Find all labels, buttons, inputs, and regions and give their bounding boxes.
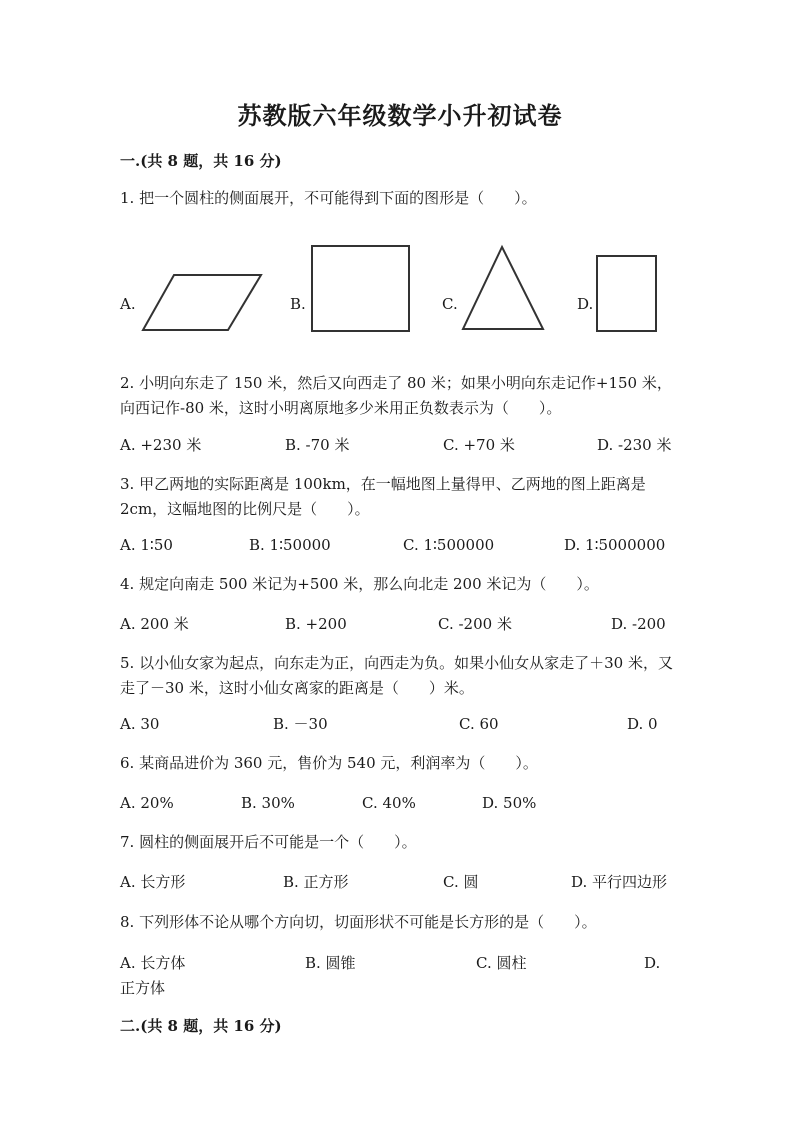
question-2-option-c[interactable]: C. +70 米	[443, 436, 515, 454]
figure-c-label: C.	[442, 295, 458, 313]
question-5-text: 5. 以小仙女家为起点，向东走为正，向西走为负。如果小仙女从家走了＋30 米，又走了－30 米，这时小仙女离家的距离是（ ）米。	[120, 654, 673, 697]
question-7-option-b[interactable]: B. 正方形	[283, 873, 349, 891]
question-3-option-c[interactable]: C. 1∶500000	[403, 536, 495, 554]
question-3-option-d[interactable]: D. 1∶5000000	[564, 536, 666, 554]
question-3-text: 3. 甲乙两地的实际距离是 100km，在一幅地图上量得甲、乙两地的图上距离是 2cm，这幅地图的比例尺是（ ）。	[120, 475, 646, 518]
question-8-option-a[interactable]: A. 长方体	[120, 954, 186, 972]
question-6-option-a[interactable]: A. 20%	[120, 794, 174, 812]
section-heading-2: 二.(共 8 题，共 16 分)	[120, 1017, 282, 1035]
question-4-option-b[interactable]: B. +200	[285, 615, 347, 633]
question-5-option-d[interactable]: D. 0	[627, 715, 658, 733]
question-3-option-a[interactable]: A. 1∶50	[120, 536, 173, 554]
section-heading-1: 一.(共 8 题，共 16 分)	[120, 152, 282, 170]
question-4-option-c[interactable]: C. -200 米	[438, 615, 512, 633]
question-4-option-a[interactable]: A. 200 米	[120, 615, 189, 633]
question-2-option-d[interactable]: D. -230 米	[597, 436, 672, 454]
question-6-option-d[interactable]: D. 50%	[482, 794, 537, 812]
triangle-icon	[460, 244, 546, 332]
square-icon	[310, 244, 412, 334]
page-title: 苏教版六年级数学小升初试卷	[237, 101, 563, 130]
question-8-option-b[interactable]: B. 圆锥	[305, 954, 356, 972]
question-7-option-d[interactable]: D. 平行四边形	[571, 873, 668, 891]
question-7-option-a[interactable]: A. 长方形	[120, 873, 186, 891]
question-7-text: 7. 圆柱的侧面展开后不可能是一个（ ）。	[120, 833, 417, 851]
figure-a-label: A.	[120, 295, 136, 313]
question-6-text: 6. 某商品进价为 360 元，售价为 540 元，利润率为（ ）。	[120, 754, 538, 772]
question-5-option-b[interactable]: B. －30	[273, 715, 328, 733]
question-3-option-b[interactable]: B. 1∶50000	[249, 536, 331, 554]
question-5-option-c[interactable]: C. 60	[459, 715, 499, 733]
question-4-option-d[interactable]: D. -200	[611, 615, 666, 633]
parallelogram-icon	[140, 272, 264, 334]
question-5-option-a[interactable]: A. 30	[120, 715, 160, 733]
question-8-option-c[interactable]: C. 圆柱	[476, 954, 527, 972]
figure-d-label: D.	[577, 295, 594, 313]
question-2-text: 2. 小明向东走了 150 米，然后又向西走了 80 米；如果小明向东走记作+150 米，向西记作-80 米，这时小明离原地多少米用正负数表示为（ ）。	[120, 374, 672, 417]
question-4-text: 4. 规定向南走 500 米记为+500 米，那么向北走 200 米记为（ ）。	[120, 575, 599, 593]
question-6-option-b[interactable]: B. 30%	[241, 794, 295, 812]
rectangle-icon	[595, 254, 659, 334]
question-1-text: 1. 把一个圆柱的侧面展开，不可能得到下面的图形是（ ）。	[120, 189, 537, 207]
question-8-text: 8. 下列形体不论从哪个方向切，切面形状不可能是长方形的是（ ）。	[120, 913, 597, 931]
figure-b-label: B.	[290, 295, 306, 313]
question-8-option-d[interactable]: D. 正方体	[120, 954, 661, 997]
question-2-option-b[interactable]: B. -70 米	[285, 436, 350, 454]
question-7-option-c[interactable]: C. 圆	[443, 873, 479, 891]
question-2-option-a[interactable]: A. +230 米	[120, 436, 202, 454]
question-6-option-c[interactable]: C. 40%	[362, 794, 416, 812]
